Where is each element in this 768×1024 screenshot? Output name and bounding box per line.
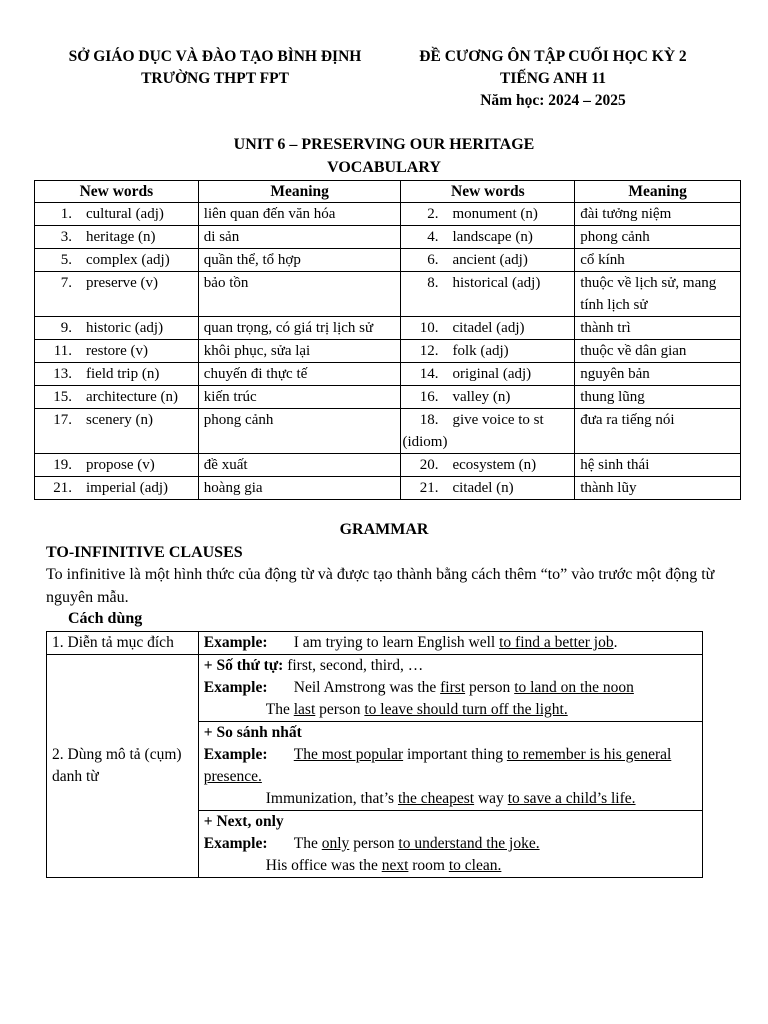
word-cell bbox=[35, 272, 199, 317]
word-cell bbox=[35, 317, 199, 340]
word-number: 12. bbox=[419, 343, 439, 359]
department-name: SỞ GIÁO DỤC VÀ ĐÀO TẠO BÌNH ĐỊNH bbox=[68, 48, 362, 65]
underlined-phrase: The most popular bbox=[293, 746, 404, 763]
meaning-cell: thuộc về lịch sử, mang tính lịch sử bbox=[575, 272, 741, 317]
underlined-phrase: the cheapest bbox=[397, 790, 475, 807]
word-cell bbox=[35, 409, 199, 454]
word: preserve (v) bbox=[86, 275, 159, 291]
word-cell bbox=[401, 317, 575, 340]
word: monument (n) bbox=[452, 206, 538, 222]
vocabulary-row bbox=[35, 317, 741, 340]
word: restore (v) bbox=[86, 343, 149, 359]
word-number: 14. bbox=[419, 366, 439, 382]
column-header: New words bbox=[401, 181, 575, 203]
word: historical (adj) bbox=[452, 275, 541, 291]
grammar-subtitle: TO-INFINITIVE CLAUSES bbox=[46, 544, 243, 561]
underlined-phrase: to leave should turn off the light. bbox=[364, 701, 568, 718]
meaning-cell: di sản bbox=[198, 226, 401, 249]
word: ancient (adj) bbox=[452, 252, 528, 268]
vocabulary-row bbox=[35, 477, 741, 500]
usage-row-noun-ordinal bbox=[47, 655, 703, 722]
example-label: Example: bbox=[203, 746, 268, 763]
underlined-phrase: to land on the noon bbox=[514, 679, 634, 696]
superlative-rule bbox=[198, 722, 702, 811]
example-text: person bbox=[465, 679, 515, 696]
usage-table bbox=[46, 631, 703, 878]
rule-heading: + Next, only bbox=[203, 813, 284, 830]
rule-heading: + So sánh nhất bbox=[203, 724, 302, 741]
word-number: 4. bbox=[427, 229, 439, 245]
word-cell bbox=[401, 203, 575, 226]
example-label: Example: bbox=[203, 679, 268, 696]
usage-example bbox=[198, 632, 702, 655]
word-number: 6. bbox=[427, 252, 439, 268]
word-cell bbox=[35, 249, 199, 272]
usage-heading: Cách dùng bbox=[68, 610, 143, 627]
word: citadel (adj) bbox=[452, 320, 525, 336]
meaning-cell: hoàng gia bbox=[198, 477, 401, 500]
underlined-phrase: to find a better job bbox=[499, 634, 614, 651]
example-text: I am trying to learn English well bbox=[293, 634, 500, 651]
word-cell bbox=[401, 363, 575, 386]
exam-header bbox=[392, 46, 714, 112]
word-number: 3. bbox=[60, 229, 72, 245]
vocabulary-row bbox=[35, 340, 741, 363]
word: landscape (n) bbox=[452, 229, 533, 245]
subject-name: TIẾNG ANH 11 bbox=[500, 70, 606, 87]
column-header: New words bbox=[35, 181, 199, 203]
meaning-cell: phong cảnh bbox=[575, 226, 741, 249]
word-cell bbox=[35, 386, 199, 409]
word-number: 8. bbox=[427, 275, 439, 291]
example-text: His office was the bbox=[265, 857, 382, 874]
meaning-cell: đề xuất bbox=[198, 454, 401, 477]
example-text: important thing bbox=[403, 746, 507, 763]
word: valley (n) bbox=[452, 389, 511, 405]
meaning-cell: liên quan đến văn hóa bbox=[198, 203, 401, 226]
example-text: The bbox=[265, 701, 294, 718]
word-cell bbox=[401, 226, 575, 249]
underlined-phrase: next bbox=[381, 857, 409, 874]
word-number: 20. bbox=[419, 457, 439, 473]
word-number: 21. bbox=[53, 480, 72, 496]
word-cell bbox=[401, 272, 575, 317]
word: field trip (n) bbox=[86, 366, 160, 382]
meaning-cell: kiến trúc bbox=[198, 386, 401, 409]
word-cell bbox=[35, 363, 199, 386]
meaning-cell: chuyến đi thực tế bbox=[198, 363, 401, 386]
vocabulary-table bbox=[34, 180, 741, 500]
example-label: Example: bbox=[203, 634, 268, 651]
word-number: 7. bbox=[60, 275, 72, 291]
word-number: 9. bbox=[60, 320, 72, 336]
underlined-phrase: to remember is his general presence. bbox=[203, 746, 672, 785]
meaning-cell: đài tưởng niệm bbox=[575, 203, 741, 226]
word-cell bbox=[401, 409, 575, 454]
vocabulary-row bbox=[35, 203, 741, 226]
word-cell bbox=[35, 340, 199, 363]
example-label: Example: bbox=[203, 835, 268, 852]
word-cell bbox=[401, 249, 575, 272]
word-cell bbox=[35, 226, 199, 249]
word-cell bbox=[401, 477, 575, 500]
word: citadel (n) bbox=[452, 480, 514, 496]
example-text: Immunization, that’s bbox=[265, 790, 398, 807]
word: original (adj) bbox=[452, 366, 532, 382]
usage-label: 1. Diễn tả mục đích bbox=[47, 632, 199, 655]
meaning-cell: phong cảnh bbox=[198, 409, 401, 454]
word: heritage (n) bbox=[86, 229, 156, 245]
meaning-cell: quần thể, tổ hợp bbox=[198, 249, 401, 272]
word-number: 2. bbox=[427, 206, 439, 222]
word-cell bbox=[35, 454, 199, 477]
meaning-cell: bảo tồn bbox=[198, 272, 401, 317]
example-text: person bbox=[315, 701, 365, 718]
word-cell bbox=[401, 340, 575, 363]
usage-label: 2. Dùng mô tả (cụm) danh từ bbox=[47, 655, 199, 878]
column-header: Meaning bbox=[198, 181, 401, 203]
rule-text: first, second, third, … bbox=[283, 657, 424, 674]
vocabulary-header-row bbox=[35, 181, 741, 203]
vocabulary-row bbox=[35, 409, 741, 454]
vocabulary-row bbox=[35, 272, 741, 317]
vocabulary-row bbox=[35, 249, 741, 272]
word-cell bbox=[35, 203, 199, 226]
meaning-cell: thành trì bbox=[575, 317, 741, 340]
meaning-cell: khôi phục, sửa lại bbox=[198, 340, 401, 363]
meaning-cell: quan trọng, có giá trị lịch sử bbox=[198, 317, 401, 340]
word: imperial (adj) bbox=[86, 480, 169, 496]
word-cell bbox=[401, 454, 575, 477]
word: ecosystem (n) bbox=[452, 457, 537, 473]
meaning-cell: thung lũng bbox=[575, 386, 741, 409]
school-year: Năm học: 2024 – 2025 bbox=[480, 92, 626, 109]
word-number: 18. bbox=[419, 412, 439, 428]
meaning-cell: thành lũy bbox=[575, 477, 741, 500]
vocabulary-row bbox=[35, 386, 741, 409]
example-text: way bbox=[474, 790, 508, 807]
meaning-cell: thuộc về dân gian bbox=[575, 340, 741, 363]
ordinal-rule bbox=[198, 655, 702, 722]
meaning-cell: nguyên bản bbox=[575, 363, 741, 386]
word-number: 16. bbox=[419, 389, 439, 405]
underlined-phrase: only bbox=[321, 835, 350, 852]
word-cell bbox=[35, 477, 199, 500]
word-number: 21. bbox=[419, 480, 439, 496]
underlined-phrase: to clean. bbox=[448, 857, 502, 874]
meaning-cell: đưa ra tiếng nói bbox=[575, 409, 741, 454]
grammar-title: GRAMMAR bbox=[339, 521, 429, 538]
grammar-intro: To infinitive là một hình thức của động từ và được tạo thành bằng cách thêm “to” vào trước một động từ nguyên mẫu. bbox=[46, 566, 715, 606]
word-number: 19. bbox=[53, 457, 72, 473]
vocabulary-row bbox=[35, 363, 741, 386]
underlined-phrase: to save a child’s life. bbox=[507, 790, 636, 807]
meaning-cell: hệ sinh thái bbox=[575, 454, 741, 477]
underlined-phrase: first bbox=[440, 679, 466, 696]
word-number: 11. bbox=[53, 343, 72, 359]
meaning-cell: cổ kính bbox=[575, 249, 741, 272]
word: historic (adj) bbox=[86, 320, 164, 336]
word: propose (v) bbox=[86, 457, 155, 473]
word-number: 10. bbox=[419, 320, 439, 336]
word: complex (adj) bbox=[86, 252, 170, 268]
rule-heading: + Số thứ tự: bbox=[203, 657, 284, 674]
vocabulary-row bbox=[35, 226, 741, 249]
example-text: The bbox=[293, 835, 322, 852]
example-text: . bbox=[613, 634, 618, 651]
usage-row-purpose bbox=[47, 632, 703, 655]
word-number: 17. bbox=[53, 412, 72, 428]
vocabulary-title: VOCABULARY bbox=[327, 159, 441, 176]
column-header: Meaning bbox=[575, 181, 741, 203]
example-text: Neil Amstrong was the bbox=[293, 679, 441, 696]
word-number: 5. bbox=[60, 252, 72, 268]
example-text: person bbox=[349, 835, 399, 852]
unit-title: UNIT 6 – PRESERVING OUR HERITAGE bbox=[233, 136, 535, 153]
word: architecture (n) bbox=[86, 389, 179, 405]
vocabulary-row bbox=[35, 454, 741, 477]
underlined-phrase: last bbox=[293, 701, 316, 718]
word: give voice to st (idiom) bbox=[402, 412, 544, 450]
word-number: 13. bbox=[53, 366, 72, 382]
word-number: 15. bbox=[53, 389, 72, 405]
word-cell bbox=[401, 386, 575, 409]
school-name: TRƯỜNG THPT FPT bbox=[141, 70, 289, 87]
document-title: ĐỀ CƯƠNG ÔN TẬP CUỐI HỌC KỲ 2 bbox=[419, 48, 687, 65]
school-header bbox=[40, 46, 390, 90]
example-text: room bbox=[408, 857, 449, 874]
word: cultural (adj) bbox=[86, 206, 164, 222]
word: folk (adj) bbox=[452, 343, 509, 359]
underlined-phrase: to understand the joke. bbox=[398, 835, 540, 852]
next-only-rule bbox=[198, 811, 702, 878]
word: scenery (n) bbox=[86, 412, 154, 428]
word-number: 1. bbox=[60, 206, 72, 222]
